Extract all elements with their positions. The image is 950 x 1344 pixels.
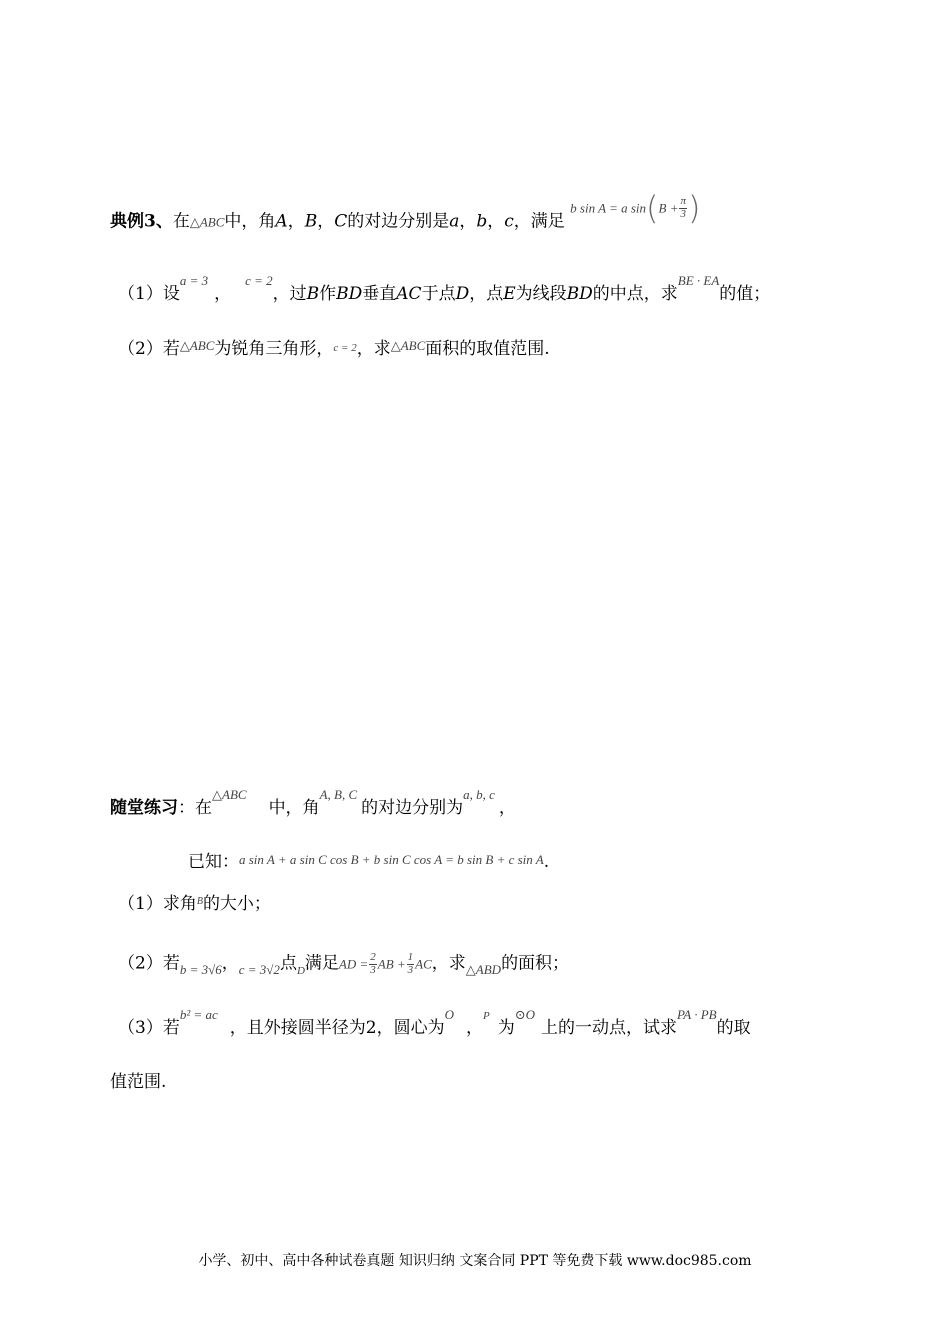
practice-known (188, 854, 850, 871)
practice-q1 (118, 896, 850, 913)
text: 满足 (304, 953, 339, 974)
text: ， (287, 211, 305, 232)
text: ， (459, 211, 477, 232)
text: ， (498, 798, 516, 818)
condition-b2-ac: b² = ac (179, 1007, 218, 1022)
known-label: 已知： (188, 852, 239, 872)
var-C: C (334, 211, 348, 232)
text: 的值； (719, 284, 771, 304)
a-eq: a = 3 (179, 273, 209, 288)
text: 的取 (716, 1018, 751, 1038)
fraction-1-3 (407, 952, 415, 976)
triangle-abc: △ABC (390, 338, 426, 353)
condition-formula (570, 189, 701, 227)
var-AC: AC (396, 284, 422, 304)
text: 的对边分别是 (347, 211, 450, 232)
frac-num: 2 (370, 951, 376, 963)
text: 的中点，求 (592, 284, 678, 304)
text: 为 (497, 1018, 515, 1038)
q1-label: （1）求角 (118, 894, 197, 914)
text: ，满足 (513, 211, 565, 232)
text: ， (221, 953, 239, 974)
var-b: b (476, 211, 488, 232)
var-O: O (444, 1007, 454, 1022)
var-B: B (304, 211, 318, 232)
text: 的面积； (501, 953, 570, 974)
triangle-abc: △ABC (179, 338, 215, 353)
formula-lhs: b sin A = a sin (570, 200, 647, 216)
formula-B: B + (658, 200, 679, 216)
vector-AB: AB + (377, 956, 406, 972)
circle-O: ⊙O (514, 1007, 536, 1022)
var-P: P (483, 1010, 490, 1022)
q3-label: （3）若 (118, 1018, 180, 1038)
known-formula: a sin A + a sin C cos B + b sin C cos A = b sin B + c sin A (239, 852, 544, 867)
var-D: D (455, 284, 470, 304)
text: ，过 (272, 284, 307, 304)
var-BD: BD (566, 284, 593, 304)
var-B: B (196, 896, 203, 907)
text: 的对边分别为 (361, 798, 464, 818)
text: 中，角 (268, 798, 320, 818)
triangle-abd: △ABD (465, 961, 502, 977)
text: 作 (319, 284, 337, 304)
part1-label: （1）设 (118, 284, 180, 304)
frac-num: π (680, 194, 686, 207)
b-eq: b = 3√6 (179, 961, 222, 977)
text: ，求 (356, 339, 391, 359)
frac-num: 1 (407, 951, 414, 963)
text: 在 (172, 211, 190, 232)
frac-den: 3 (370, 963, 376, 976)
example-statement (110, 189, 850, 238)
text: 为线段 (515, 284, 567, 304)
fraction-2-3 (369, 952, 377, 976)
fraction-pi-3 (679, 196, 687, 220)
text: 垂直 (362, 284, 397, 304)
practice-q3-cont (110, 1074, 850, 1091)
text: 中，角 (224, 211, 276, 232)
q2-label: （2）若 (118, 953, 180, 974)
var-a: a (449, 211, 460, 232)
c-eq: c = 2 (333, 342, 357, 354)
text: 面积的取值范围. (425, 339, 550, 359)
example-part2 (118, 338, 850, 359)
text: ， (487, 211, 505, 232)
paren-close: ) (687, 189, 701, 227)
part2-label: （2）若 (118, 339, 180, 359)
frac-den: 3 (407, 963, 414, 976)
text: ，且外接圆半径为2，圆心为 (229, 1018, 445, 1038)
sides: a, b, c (463, 787, 495, 802)
text: 值范围. (110, 1072, 167, 1092)
var-D: D (296, 964, 305, 977)
vector-expr: BE · EA (677, 273, 720, 288)
text: ， (214, 284, 232, 304)
practice-q2 (118, 952, 850, 976)
text: ， (317, 211, 335, 232)
paren-open: ( (646, 189, 659, 227)
angles: A, B, C (319, 787, 358, 802)
text: ， (466, 1018, 483, 1038)
var-B: B (306, 284, 320, 304)
frac-den: 3 (680, 207, 686, 220)
text: 为锐角三角形， (214, 339, 334, 359)
text: ：在 (178, 798, 212, 818)
var-BD: BD (336, 284, 363, 304)
text: 点 (279, 953, 297, 974)
vector-AD: AD = (338, 956, 369, 972)
text: 于点 (421, 284, 456, 304)
text: 上的一动点，试求 (541, 1018, 678, 1038)
practice-heading: 随堂练习 (110, 798, 178, 818)
text: . (543, 852, 550, 872)
triangle-abc: △ABC (189, 214, 225, 230)
c-eq: c = 3√2 (238, 961, 280, 977)
var-c: c (504, 211, 514, 232)
vector-expr: PA · PB (677, 1007, 717, 1022)
text: 的大小； (202, 894, 271, 914)
var-A: A (275, 211, 288, 232)
practice-statement (110, 787, 850, 818)
example-heading: 典例3、 (110, 211, 173, 232)
text: ，求 (431, 953, 466, 974)
var-E: E (503, 284, 516, 304)
c-eq: c = 2 (245, 273, 273, 288)
text: ，点 (469, 284, 504, 304)
page-footer: 小学、初中、高中各种试卷真题 知识归纳 文案合同 PPT 等免费下载 www.doc985.com (198, 1253, 752, 1269)
vector-AC: AC (415, 956, 432, 972)
triangle-abc: △ABC (212, 787, 247, 802)
